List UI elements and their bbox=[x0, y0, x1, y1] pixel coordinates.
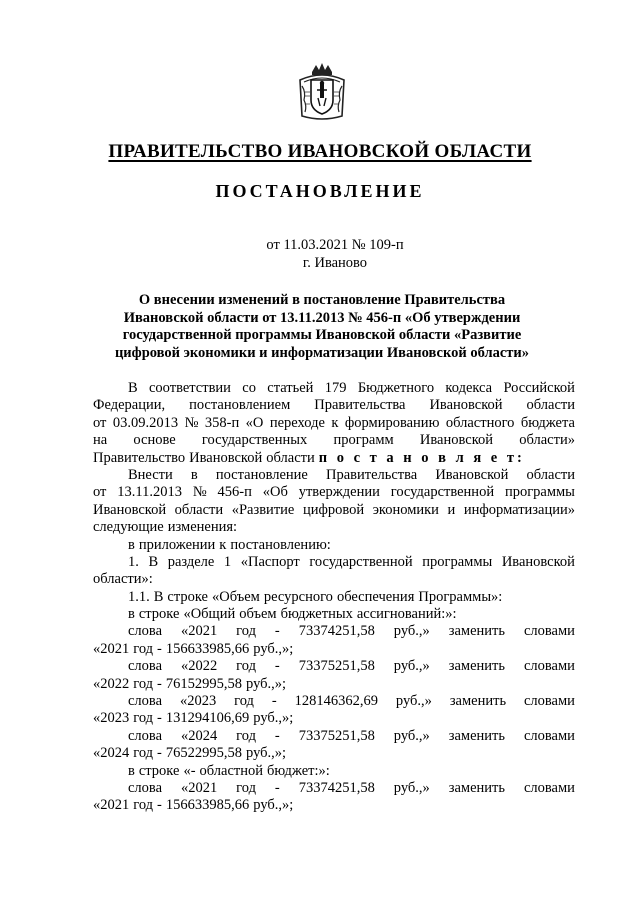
body-word: - bbox=[157, 710, 162, 727]
body-word: 73374251,58 bbox=[298, 623, 375, 640]
body-line bbox=[93, 745, 575, 762]
body-word: приложении bbox=[138, 536, 216, 553]
document-city: г. Иваново bbox=[302, 255, 368, 271]
body-word: государственной bbox=[309, 553, 413, 570]
body-word: 73374251,58 bbox=[298, 779, 375, 796]
body-word: области bbox=[526, 397, 575, 414]
body-word: словами bbox=[523, 727, 575, 744]
body-word: Российской bbox=[503, 380, 575, 396]
body-word: в bbox=[128, 606, 135, 623]
body-word: программы bbox=[504, 484, 575, 501]
body-word: в bbox=[128, 762, 135, 779]
government-title: ПРАВИТЕЛЬСТВО ИВАНОВСКОЙ ОБЛАСТИ bbox=[108, 141, 532, 162]
body-word: утверждении bbox=[298, 484, 380, 501]
body-word: - bbox=[274, 623, 280, 640]
subject-line: государственной программы Ивановской области «Развитие bbox=[122, 327, 522, 343]
body-word: год bbox=[133, 675, 154, 692]
body-word: ресурсного bbox=[263, 588, 333, 605]
body-word: соответствии bbox=[149, 380, 231, 396]
body-word: «2021 bbox=[93, 640, 130, 657]
body-line bbox=[93, 589, 575, 606]
body-word: год bbox=[236, 658, 256, 675]
body-word: 128146362,69 bbox=[294, 693, 378, 710]
body-line bbox=[93, 676, 575, 693]
body-word: бюджет:»: bbox=[267, 762, 330, 779]
body-word: бюджетных bbox=[280, 606, 353, 623]
body-line bbox=[93, 380, 575, 397]
body-word: «2021 bbox=[93, 797, 130, 814]
body-word: Правительство bbox=[93, 449, 186, 466]
body-word: программы bbox=[422, 553, 493, 570]
body-word: - bbox=[271, 693, 277, 710]
body-word: «2021 bbox=[180, 623, 218, 640]
body-word: «Общий bbox=[183, 606, 236, 623]
body-word: - bbox=[157, 797, 162, 814]
body-word: Программы»: bbox=[418, 588, 503, 605]
body-word: руб.,» bbox=[393, 658, 430, 675]
body-line bbox=[93, 606, 575, 623]
body-word: руб.,» bbox=[393, 779, 430, 796]
body-word: к bbox=[219, 536, 227, 553]
body-word: от bbox=[93, 484, 107, 501]
body-word: на bbox=[93, 432, 108, 449]
body-line bbox=[93, 554, 575, 571]
body-word: Внести bbox=[128, 466, 173, 483]
body-line bbox=[93, 467, 575, 484]
body-word: 456-п bbox=[217, 484, 252, 501]
document-type: ПОСТАНОВЛЕНИЕ bbox=[215, 181, 425, 201]
body-word: 76152995,58 bbox=[165, 675, 243, 692]
body-line bbox=[93, 658, 575, 675]
body-line bbox=[93, 484, 575, 501]
body-word: Правительства bbox=[325, 466, 418, 483]
body-line bbox=[93, 519, 575, 536]
body-line bbox=[93, 763, 575, 780]
document-body bbox=[93, 380, 575, 815]
body-word: № bbox=[184, 414, 199, 431]
body-word: «Объем bbox=[212, 588, 260, 605]
body-word: - bbox=[157, 745, 162, 762]
body-word: 156633985,66 bbox=[165, 797, 250, 814]
body-line bbox=[93, 797, 575, 814]
body-word: 1.1. bbox=[128, 588, 150, 605]
body-word: Ивановской bbox=[189, 449, 263, 466]
body-word: 131294106,69 bbox=[165, 710, 250, 727]
body-word: 1. bbox=[128, 553, 139, 570]
body-word: от bbox=[93, 414, 107, 431]
body-word: слова bbox=[128, 693, 163, 710]
document-date: от 11.03.2021 № 109-п bbox=[266, 237, 404, 253]
subject-line: О внесении изменений в постановление Правительства bbox=[138, 292, 506, 308]
body-word: строке bbox=[138, 762, 180, 779]
body-word: 179 bbox=[324, 380, 347, 396]
body-word: руб.,»; bbox=[246, 675, 287, 692]
body-word: слова bbox=[128, 623, 163, 640]
body-word: «Развитие bbox=[231, 501, 295, 518]
body-word: бюджета bbox=[520, 414, 575, 431]
body-word: 73375251,58 bbox=[298, 727, 375, 744]
body-word: слова bbox=[128, 658, 163, 675]
body-word: Ивановской bbox=[419, 432, 494, 449]
body-line bbox=[93, 693, 575, 710]
body-word: информатизации» bbox=[463, 501, 575, 518]
body-word: 76522995,58 bbox=[165, 745, 243, 762]
body-word: разделе bbox=[167, 553, 215, 570]
body-word: государственных bbox=[201, 432, 308, 449]
body-line bbox=[93, 728, 575, 745]
body-word: руб.,» bbox=[395, 693, 432, 710]
body-word: руб.,»; bbox=[253, 797, 294, 814]
body-word: год bbox=[133, 640, 154, 657]
body-word: № bbox=[192, 484, 207, 501]
body-word: руб.,»; bbox=[253, 640, 294, 657]
body-line bbox=[93, 502, 575, 519]
body-word: объем bbox=[239, 606, 277, 623]
subject-line: Ивановской области от 13.11.2013 № 456-п «Об утверждении bbox=[123, 309, 521, 326]
body-line bbox=[93, 571, 575, 588]
body-word: со bbox=[242, 380, 256, 396]
body-word: Правительства bbox=[314, 397, 406, 414]
body-line bbox=[93, 780, 575, 797]
body-word: «2024 bbox=[180, 727, 218, 744]
body-word: «2024 bbox=[93, 745, 130, 762]
body-word: в bbox=[190, 466, 198, 483]
body-word: В bbox=[153, 588, 164, 605]
body-word: постановление bbox=[215, 466, 308, 483]
body-word: слова bbox=[128, 779, 163, 796]
body-word: статьей bbox=[267, 380, 314, 396]
body-word: Ивановской bbox=[501, 553, 575, 570]
body-line bbox=[93, 432, 575, 449]
body-word: постановлению: bbox=[230, 536, 331, 553]
body-word: «- bbox=[183, 762, 196, 779]
body-word: постановлением bbox=[189, 397, 291, 414]
body-word: «О bbox=[245, 414, 264, 431]
body-line bbox=[93, 641, 575, 658]
body-word: «2023 bbox=[179, 693, 217, 710]
body-line bbox=[93, 623, 575, 640]
body-word: «Паспорт bbox=[240, 553, 300, 570]
body-word: переходе bbox=[269, 414, 325, 431]
body-word: заменить bbox=[448, 779, 505, 796]
body-word: руб.,» bbox=[393, 623, 430, 640]
body-word: 73375251,58 bbox=[298, 658, 375, 675]
body-word: Ивановской bbox=[93, 501, 167, 518]
body-line bbox=[93, 537, 575, 554]
body-word: «2021 bbox=[180, 779, 218, 796]
body-word: Федерации, bbox=[93, 397, 166, 414]
body-word: формированию bbox=[344, 414, 440, 431]
body-word: словами bbox=[523, 623, 575, 640]
body-word: «2022 bbox=[180, 658, 218, 675]
body-word: руб.,» bbox=[393, 727, 430, 744]
body-word: 358-п bbox=[204, 414, 240, 431]
body-word: ассигнований:»: bbox=[356, 606, 457, 623]
body-word: заменить bbox=[448, 658, 505, 675]
body-word: Ивановской bbox=[435, 466, 509, 483]
body-word: областной bbox=[199, 762, 264, 779]
body-line bbox=[93, 710, 575, 727]
body-word: год bbox=[133, 710, 154, 727]
body-word: «Об bbox=[262, 484, 288, 501]
body-word: Бюджетного bbox=[357, 380, 435, 396]
body-word: кодекса bbox=[445, 380, 493, 396]
body-word: заменить bbox=[448, 623, 505, 640]
body-word: - bbox=[274, 779, 280, 796]
body-word: области bbox=[266, 449, 315, 466]
body-line bbox=[93, 415, 575, 432]
body-word: год bbox=[133, 745, 154, 762]
body-word: области» bbox=[519, 432, 575, 449]
body-word: год bbox=[133, 797, 154, 814]
body-word: словами bbox=[523, 779, 575, 796]
body-word: 13.11.2013 bbox=[117, 484, 182, 501]
body-word: - bbox=[274, 658, 280, 675]
body-word: изменения: bbox=[167, 519, 238, 536]
body-word: год bbox=[236, 623, 256, 640]
body-word: - bbox=[157, 675, 162, 692]
body-word: заменить bbox=[449, 693, 507, 710]
body-word: строке bbox=[138, 606, 180, 623]
body-word: год bbox=[236, 779, 256, 796]
body-word: руб.,»; bbox=[246, 745, 287, 762]
body-word: В bbox=[128, 380, 138, 396]
body-word: словами bbox=[523, 658, 575, 675]
body-word: и bbox=[447, 501, 456, 518]
body-word: слова bbox=[128, 727, 163, 744]
body-word: год bbox=[234, 693, 254, 710]
body-word: следующие bbox=[93, 519, 164, 536]
body-word: год bbox=[236, 727, 256, 744]
body-word: 156633985,66 bbox=[165, 640, 250, 657]
coat-of-arms-icon bbox=[296, 62, 348, 122]
body-word: руб.,»; bbox=[253, 710, 294, 727]
document-subject bbox=[90, 292, 554, 362]
body-word: государственной bbox=[390, 484, 495, 501]
body-word: программ bbox=[333, 432, 394, 449]
body-line bbox=[93, 450, 575, 467]
body-word: областного bbox=[445, 414, 515, 431]
body-word: «2023 bbox=[93, 710, 130, 727]
body-word: основе bbox=[133, 432, 176, 449]
body-word: - bbox=[157, 640, 162, 657]
body-word: - bbox=[274, 727, 280, 744]
body-line bbox=[93, 397, 575, 414]
body-word: 1 bbox=[223, 553, 232, 570]
body-word: к bbox=[331, 414, 339, 431]
body-word: экономики bbox=[372, 501, 439, 518]
body-word: обеспечения bbox=[336, 588, 415, 605]
body-word: заменить bbox=[448, 727, 505, 744]
body-word: «2022 bbox=[93, 675, 130, 692]
body-word: области»: bbox=[93, 571, 153, 588]
body-word: области bbox=[526, 466, 575, 483]
body-word: В bbox=[148, 553, 159, 570]
body-word: области bbox=[174, 501, 224, 518]
body-word: 03.09.2013 bbox=[112, 414, 179, 431]
subject-line: цифровой экономики и информатизации Ивановской области» bbox=[114, 344, 530, 361]
body-word: цифровой bbox=[302, 501, 365, 518]
resolution-verb: п о с т а н о в л я е т: bbox=[318, 449, 525, 466]
body-word: Ивановской bbox=[429, 397, 503, 414]
body-word: строке bbox=[167, 588, 208, 605]
body-word: словами bbox=[523, 693, 575, 710]
body-word: в bbox=[128, 536, 135, 553]
